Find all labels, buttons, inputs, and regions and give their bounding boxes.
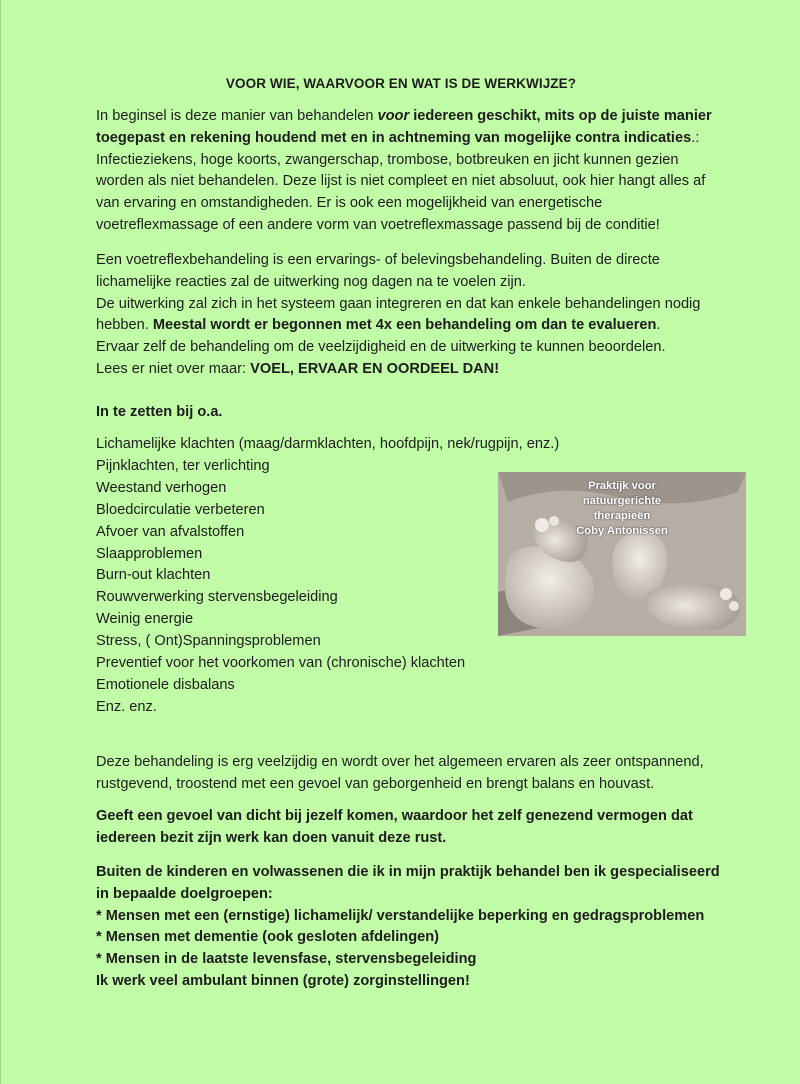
experience-line-2c: . (656, 317, 661, 334)
uses-list (96, 434, 559, 719)
list-item: Rouwverwerking stervensbegeleiding (96, 589, 338, 606)
closing-paragraph-2: Geeft een gevoel van dicht bij jezelf komen, waardoor het zelf genezend vermogen dat iedereen bezit zijn werk kan doen vanuit deze rust. (96, 808, 693, 846)
experience-line-4a: Lees er niet over maar: (96, 360, 251, 377)
intro-voor: voor (377, 108, 410, 124)
target-group-item: * Mensen in de laatste levensfase, stervensbegeleiding (96, 951, 477, 968)
uses-heading: In te zetten bij o.a. (96, 404, 223, 420)
target-group-item: * Mensen met een (ernstige) lichamelijk/ verstandelijke beperking en gedragsproblemen (96, 907, 705, 924)
closing-paragraph-1: Deze behandeling is erg veelzijdig en wordt over het algemeen ervaren als zeer ontspannend, rustgevend, troostend met een gevoel van geborgenheid en brengt balans en houvast. (96, 754, 704, 792)
intro-text-bold: iedereen geschikt, mits op de juiste manier toegepast en rekening houdend met en in achtneming van mogelijke contra indicaties (96, 108, 712, 146)
caption-line: Praktijk voor (588, 480, 656, 492)
feet-plaster-photo (498, 472, 746, 636)
list-item: Afvoer van afvalstoffen (96, 523, 245, 540)
caption-line: Coby Antonissen (576, 525, 668, 537)
target-groups-intro: Buiten de kinderen en volwassenen die ik in mijn praktijk behandel ben ik gespecialiseerd in bepaalde doelgroepen: (96, 864, 720, 902)
photo-caption (498, 479, 746, 539)
list-item: Lichamelijke klachten (maag/darmklachten, hoofdpijn, nek/rugpijn, enz.) (96, 436, 560, 452)
page-title: VOOR WIE, WAARVOOR EN WAT IS DE WERKWIJZE? (225, 76, 577, 91)
intro-paragraph (96, 106, 716, 237)
list-item: Bloedcirculatie verbeteren (96, 501, 265, 518)
list-item: Burn-out klachten (96, 567, 211, 584)
list-item: Weinig energie (96, 611, 194, 628)
experience-line-4b: VOEL, ERVAAR EN OORDEEL DAN! (250, 360, 500, 377)
list-item: Weestand verhogen (96, 479, 227, 496)
intro-text-c: .: Infectieziekens, hoge koorts, zwangerschap, trombose, botbreuken en jicht kunnen gezien worden als niet behandelen. Deze lijst is niet compleet en niet absoluut, ook hier hangt alles af van ervaring en omstandigheden. Er is ook een mogelijkheid van energetische voetreflexmassage of een andere vorm van voetreflexmassage passend bij de conditie! (96, 129, 706, 233)
experience-line-3: Ervaar zelf de behandeling om de veelzijdigheid en de uitwerking te kunnen beoordelen. (96, 339, 666, 356)
experience-line-2a: De uitwerking zal zich in het systeem gaan integreren en dat kan enkele behandelingen nodig hebben. (96, 295, 701, 334)
list-item: Enz. enz. (96, 698, 157, 715)
experience-paragraph (96, 250, 716, 381)
list-item: Slaapproblemen (96, 545, 203, 562)
caption-line: natuurgerichte (582, 495, 662, 507)
list-item: Preventief voor het voorkomen van (chronische) klachten (96, 655, 466, 672)
ambulant-note: Ik werk veel ambulant binnen (grote) zorginstellingen! (96, 972, 470, 989)
experience-line-1: Een voetreflexbehandeling is een ervarings- of belevingsbehandeling. Buiten de directe lichamelijke reacties zal de uitwerking nog dagen na te voelen zijn. (96, 252, 660, 290)
target-group-item: * Mensen met dementie (ook gesloten afdelingen) (96, 929, 440, 946)
experience-line-2b: Meestal wordt er begonnen met 4x een behandeling om dan te evalueren (152, 317, 657, 334)
caption-line: therapieën (593, 510, 651, 522)
closing-paragraph-3 (96, 862, 726, 993)
list-item: Stress, ( Ont)Spanningsproblemen (96, 633, 321, 650)
list-item: Emotionele disbalans (96, 676, 235, 693)
list-item: Pijnklachten, ter verlichting (96, 457, 270, 474)
intro-text-a: In beginsel is deze manier van behandelen (96, 108, 378, 124)
